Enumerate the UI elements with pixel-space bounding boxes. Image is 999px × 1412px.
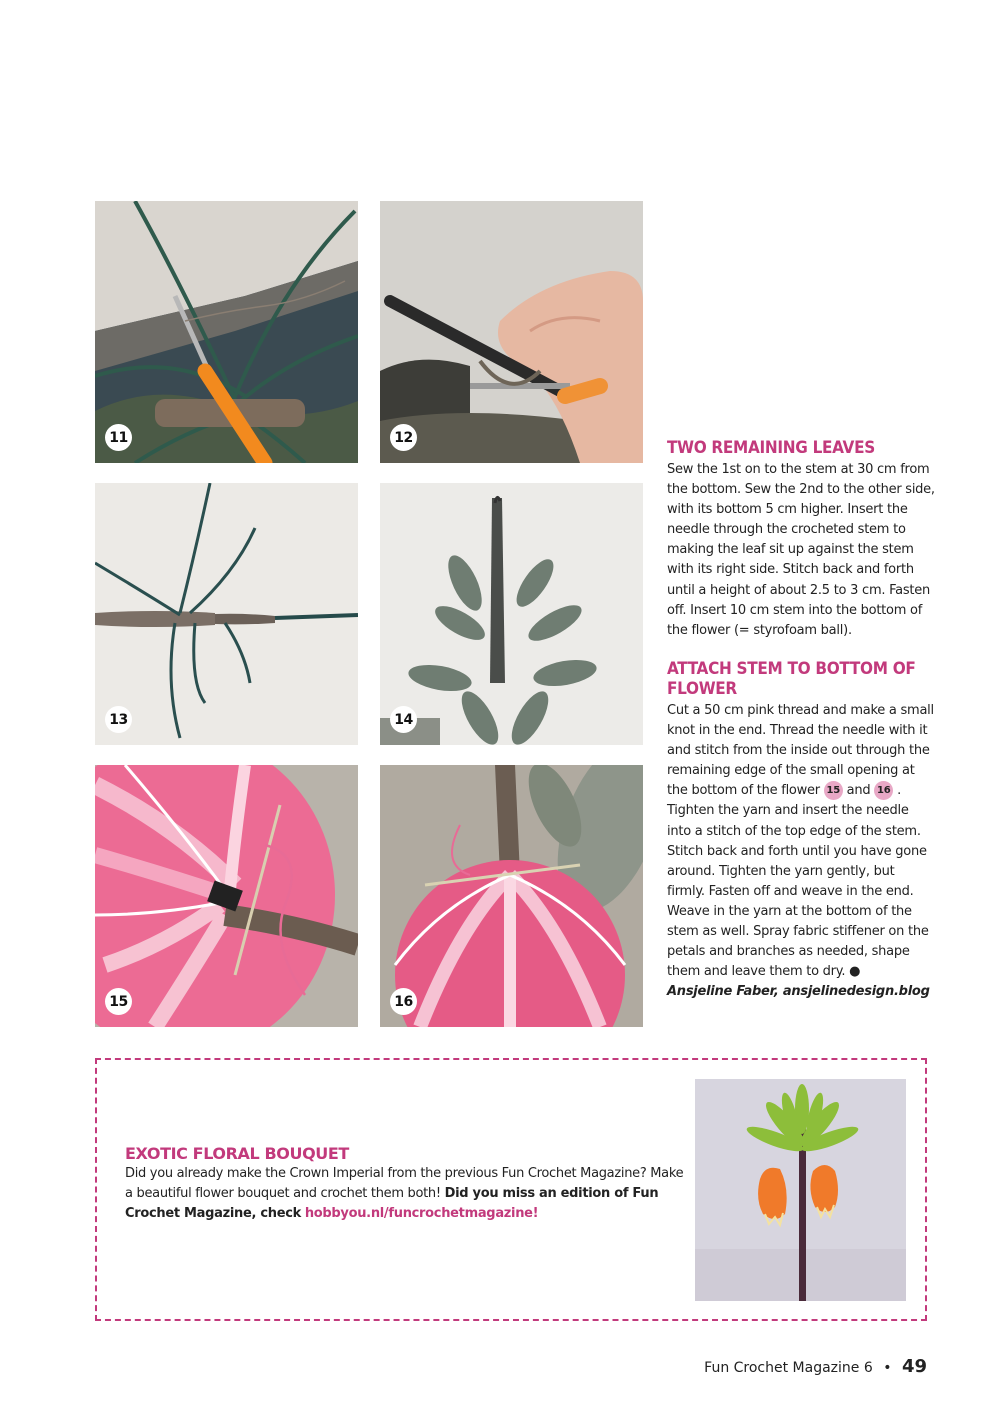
end-mark: ● xyxy=(849,964,861,980)
body-part-1: Cut a 50 cm pink thread and make a small knot in the end. Thread the needle with it and stitch from the inside out through the remaining edge of the small opening at the bottom of the flower xyxy=(667,703,934,799)
step-badge: 14 xyxy=(390,706,417,733)
section-body: Sew the 1st on to the stem at 30 cm from the bottom. Sew the 2nd to the other side, with its bottom 5 cm higher. Insert the needle through the crocheted stem to making the leaf sit up against the stem with its right side. Stitch back and forth until a height of about 2.5 to 3 cm. Fasten off. Insert 10 cm stem into the bottom of the flower (= styrofoam ball). xyxy=(667,462,935,638)
step-badge: 16 xyxy=(390,988,417,1015)
section-heading: TWO REMAINING LEAVES xyxy=(667,438,875,458)
step-14-photo xyxy=(380,483,643,745)
promo-box xyxy=(95,1058,927,1321)
step-15-photo xyxy=(95,765,358,1027)
step-badge: 11 xyxy=(105,424,132,451)
page-number: 49 xyxy=(901,1356,927,1377)
promo-body xyxy=(125,1164,685,1224)
step-ref-badge: 15 xyxy=(824,781,843,800)
promo-text-block xyxy=(125,1144,685,1224)
body-part-2: . Tighten the yarn and insert the needle into a stitch of the top edge of the stem. Stitch back and forth until you have gone around. Tighten the yarn gently, but firmly. Fasten off and weave in the end. Weave in the yarn at the bottom of the stem as well. Spray fabric stiffener on the petals and branches as needed, shape them and leave them to dry. xyxy=(667,783,929,980)
section-body xyxy=(667,701,935,1002)
page-footer xyxy=(704,1356,927,1377)
section-two-remaining-leaves xyxy=(667,438,935,641)
promo-text: Did you already make the Crown Imperial from the previous Fun Crochet Magazine? Make a beautiful flower bouquet and crochet them both! xyxy=(125,1166,684,1201)
step-ref-badge: 16 xyxy=(874,781,893,800)
magazine-title: Fun Crochet Magazine 6 xyxy=(704,1360,873,1376)
step-16-photo xyxy=(380,765,643,1027)
section-attach-stem xyxy=(667,659,935,1002)
step-badge: 15 xyxy=(105,988,132,1015)
step-11-photo xyxy=(95,201,358,463)
section-heading: ATTACH STEM TO BOTTOM OF FLOWER xyxy=(667,659,916,699)
crown-imperial-photo xyxy=(695,1079,906,1301)
step-badge: 12 xyxy=(390,424,417,451)
promo-link[interactable]: hobbyou.nl/funcrochetmagazine! xyxy=(304,1206,539,1221)
promo-heading: EXOTIC FLORAL BOUQUET xyxy=(125,1144,349,1163)
step-12-photo xyxy=(380,201,643,463)
step-badge: 13 xyxy=(105,706,132,733)
promo-bold-text: Did you miss an edition of Fun Crochet Magazine, check xyxy=(125,1186,659,1221)
footer-separator: • xyxy=(883,1360,892,1376)
conjunction: and xyxy=(846,783,871,799)
step-13-photo xyxy=(95,483,358,745)
author-credit: Ansjeline Faber, ansjelinedesign.blog xyxy=(667,984,930,1000)
